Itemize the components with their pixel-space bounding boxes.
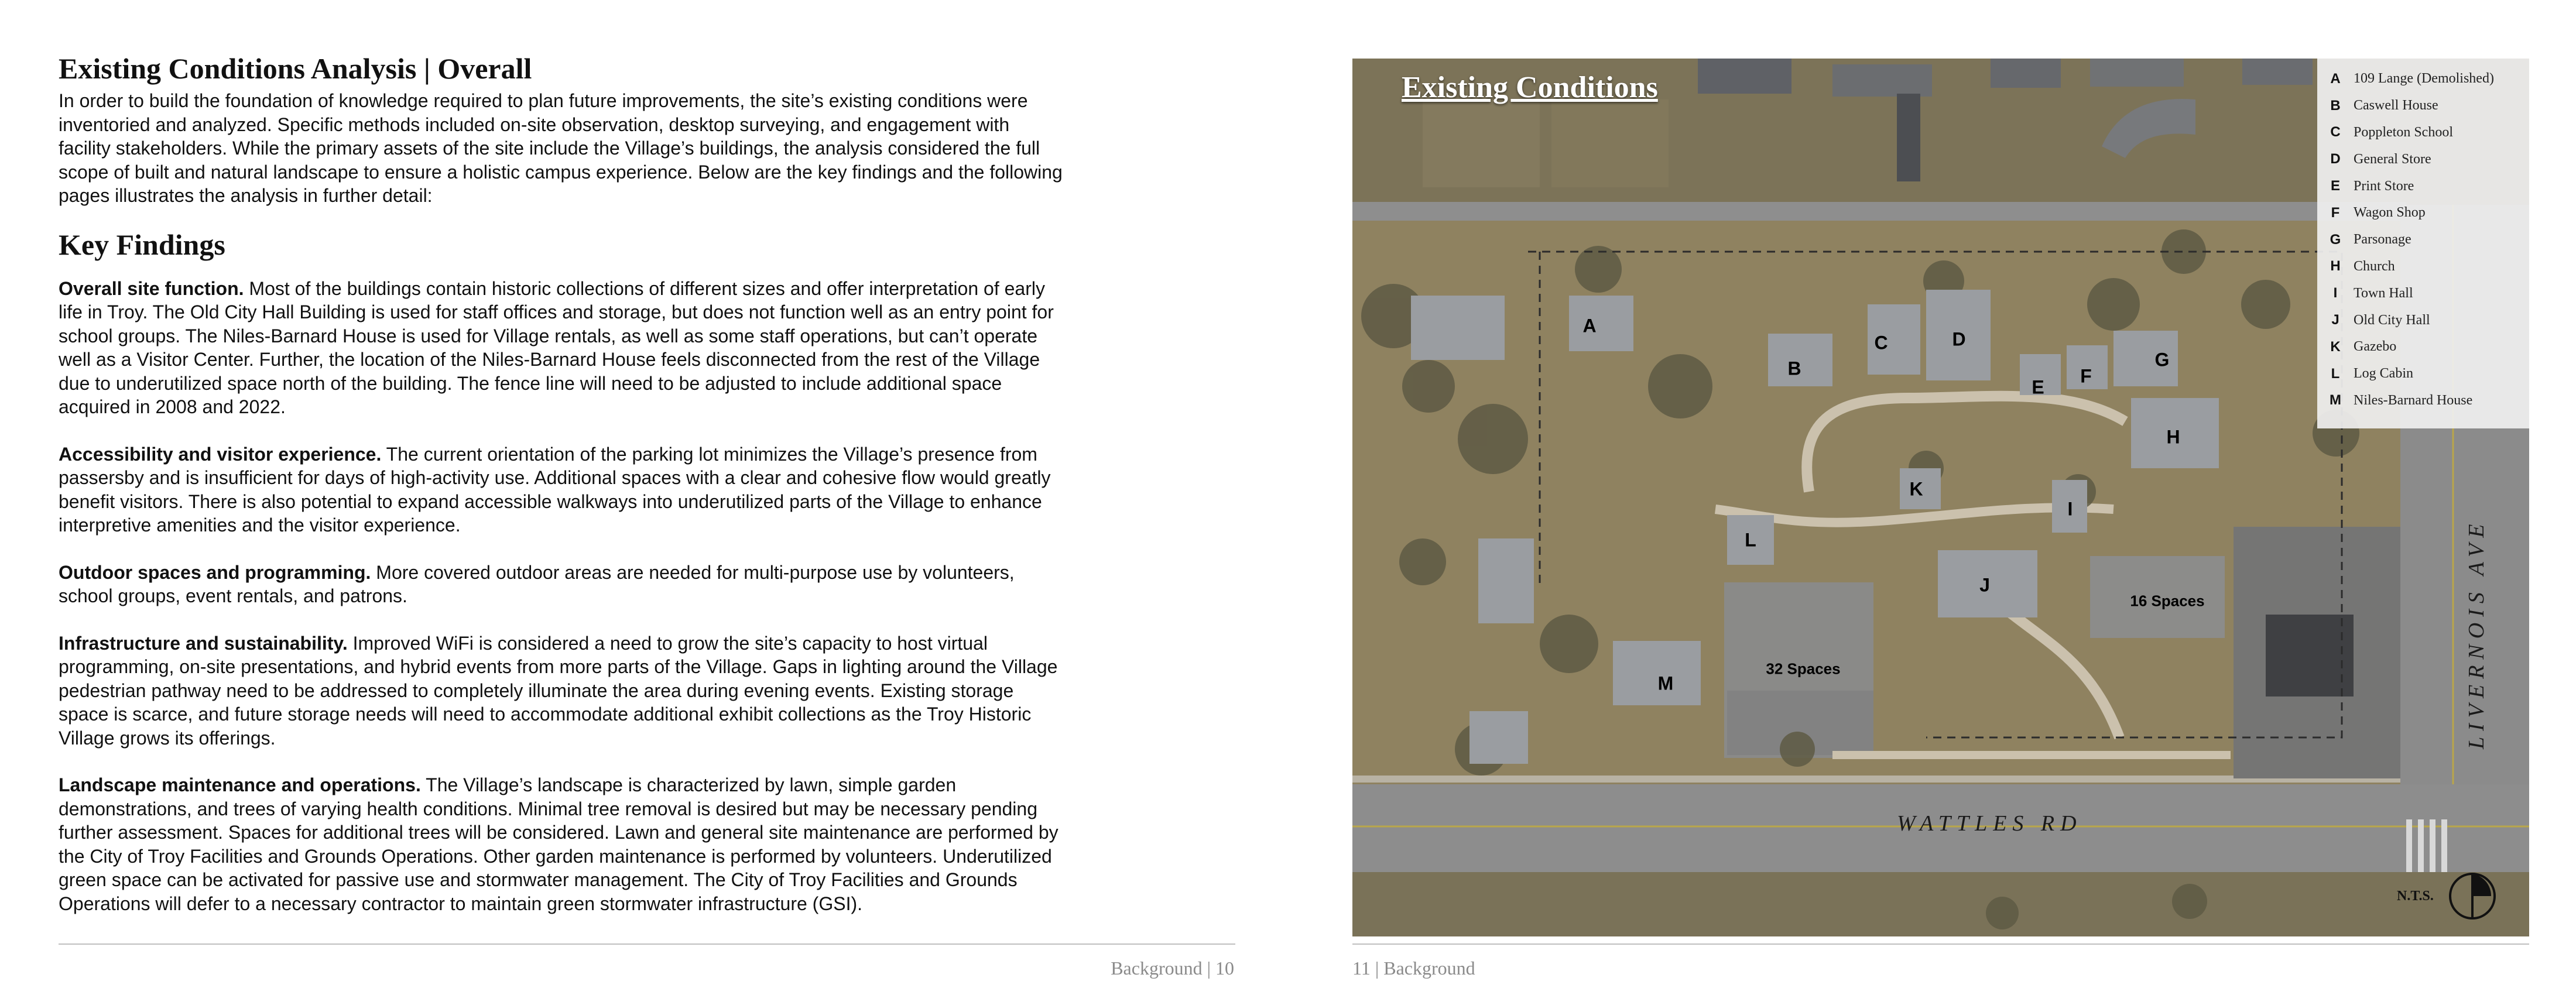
legend-item [2317, 361, 2529, 387]
finding-text: More covered outdoor areas are needed for multi-purpose use by volunteers, school groups, event rentals, and patrons. [59, 561, 1015, 606]
legend-item [2317, 66, 2529, 92]
finding-text: The Village’s landscape is characterized by lawn, simple garden demonstrations, and trees of varying health conditions. Minimal tree removal is desired but may be necessary pending further assessment. Spaces for additional trees will be considered. Lawn and general site maintenance are performed by the City of Troy Facilities and Grounds Operations. Other garden maintenance is performed by volunteers. Underutilized green space can be activated for passive use and stormwater management. The City of Troy Facilities and Grounds Operations will defer to a necessary contractor to maintain green stormwater infrastructure (GSI). [59, 774, 1059, 914]
legend-key: I [2333, 285, 2338, 301]
legend-key: B [2330, 97, 2341, 114]
legend-item [2317, 92, 2529, 119]
footer-divider-right [1352, 943, 2529, 945]
page-title: Existing Conditions Analysis | Overall [59, 52, 532, 85]
map-label-g: G [2154, 349, 2170, 370]
left-page [59, 52, 1066, 939]
legend-name: 109 Lange (Demolished) [2354, 71, 2494, 87]
legend-name: Caswell House [2354, 98, 2438, 114]
legend-name: Wagon Shop [2354, 205, 2426, 221]
map-label-c: C [1874, 332, 1888, 354]
legend-item [2317, 227, 2529, 253]
legend-name: Niles-Barnard House [2354, 392, 2473, 408]
finding-text: Improved WiFi is considered a need to grow the site’s capacity to host virtual programming, on-site presentations, and hybrid events from more parts of the Village. Gaps in lighting around the Village pedestrian pathway need to be addressed to completely illuminate the area during evening events. Existing storage space is scarce, and future storage needs will need to accommodate additional exhibit collections as the Troy Historic Village grows its offerings. [59, 632, 1058, 749]
legend-key: E [2330, 178, 2340, 194]
legend-key: C [2330, 124, 2341, 140]
legend-item [2317, 387, 2529, 414]
legend-item [2317, 334, 2529, 361]
finding-landscape [59, 773, 1066, 915]
map-label-a: A [1582, 315, 1597, 337]
street-wattles-rd: WATTLES RD [1897, 811, 2082, 836]
legend-key: A [2330, 70, 2341, 87]
map-label-j: J [1979, 574, 1990, 596]
map-label-b: B [1787, 358, 1801, 379]
map-label-i: I [2067, 498, 2073, 520]
finding-text: Most of the buildings contain historic collections of different sizes and offer interpretation of early life in Troy. The Old City Hall Building is used for staff offices and storage, but does not function well as an entry point for school groups. The Niles-Barnard House is used for Village rentals, as well as some staff operations, but can’t operate well as a Visitor Center. Further, the location of the Niles-Barnard House feels disconnected from the rest of the Village due to underutilized space north of the building. The fence line will need to be adjusted to include additional space acquired in 2008 and 2022. [59, 277, 1054, 417]
finding-text: The current orientation of the parking lot minimizes the Village’s presence from passersby and is insufficient for days of high-activity use. Additional spaces with a clear and cohesive flow would greatly benefit visitors. There is also potential to expand accessible walkways into underutilized parts of the Village to enhance interpretive amenities and the visitor experience. [59, 443, 1051, 536]
footer-divider-left [59, 943, 1235, 945]
key-findings-heading: Key Findings [59, 228, 225, 261]
legend-item [2317, 280, 2529, 307]
legend-name: Print Store [2354, 178, 2414, 194]
legend-name: Parsonage [2354, 232, 2411, 248]
finding-title: Accessibility and visitor experience. [59, 443, 382, 465]
legend-name: Poppleton School [2354, 124, 2454, 140]
legend-key: D [2330, 151, 2341, 167]
legend-key: K [2330, 338, 2341, 355]
legend-item [2317, 146, 2529, 173]
finding-site-function [59, 277, 1066, 419]
legend-name: General Store [2354, 151, 2431, 167]
legend-name: Gazebo [2354, 339, 2397, 355]
legend-name: Church [2354, 258, 2395, 274]
legend-name: Log Cabin [2354, 366, 2413, 382]
finding-accessibility [59, 442, 1066, 537]
legend-item [2317, 253, 2529, 280]
legend-key: F [2331, 204, 2340, 221]
legend-item [2317, 200, 2529, 227]
finding-title: Overall site function. [59, 277, 244, 299]
intro-paragraph: In order to build the foundation of knowledge required to plan future improvements, the site’s existing conditions were inventoried and analyzed. Specific methods included on-site observation, desktop surveying, and engagement with facility stakeholders. While the primary assets of the site include the Village’s buildings, the analysis considered the full scope of built and natural landscape to ensure a holistic campus experience. Below are the key findings and the following pages illustrates the analysis in further detail: [59, 90, 1063, 206]
map-title: Existing Conditions [1402, 71, 1658, 104]
parking-label-16: 16 Spaces [2130, 592, 2205, 610]
scale-note: N.T.S. [2397, 888, 2434, 904]
street-livernois-ave: LIVERNOIS AVE [2464, 518, 2489, 749]
finding-title: Outdoor spaces and programming. [59, 561, 371, 583]
map-label-d: D [1952, 328, 1966, 350]
legend-item [2317, 173, 2529, 200]
map-label-f: F [2080, 365, 2092, 387]
legend-item [2317, 307, 2529, 334]
map-label-e: E [2032, 376, 2044, 398]
legend-key: H [2330, 258, 2341, 275]
page-footer-left: Background | 10 [1111, 958, 1234, 979]
legend-name: Town Hall [2354, 285, 2413, 301]
legend-item [2317, 119, 2529, 146]
map-legend [2317, 59, 2529, 428]
parking-label-32: 32 Spaces [1766, 660, 1841, 678]
map-label-h: H [2166, 426, 2180, 448]
legend-key: J [2331, 312, 2339, 328]
finding-title: Landscape maintenance and operations. [59, 774, 421, 795]
aerial-site-map [1352, 59, 2529, 936]
finding-title: Infrastructure and sustainability. [59, 632, 348, 654]
map-label-k: K [1909, 478, 1923, 500]
finding-outdoor-spaces [59, 561, 1066, 608]
map-label-m: M [1657, 673, 1674, 694]
legend-key: G [2330, 231, 2341, 248]
map-label-l: L [1745, 529, 1756, 551]
page-footer-right: 11 | Background [1352, 958, 1475, 979]
legend-name: Old City Hall [2354, 312, 2430, 328]
legend-key: M [2330, 392, 2341, 409]
finding-infrastructure [59, 632, 1066, 750]
legend-key: L [2331, 365, 2340, 382]
